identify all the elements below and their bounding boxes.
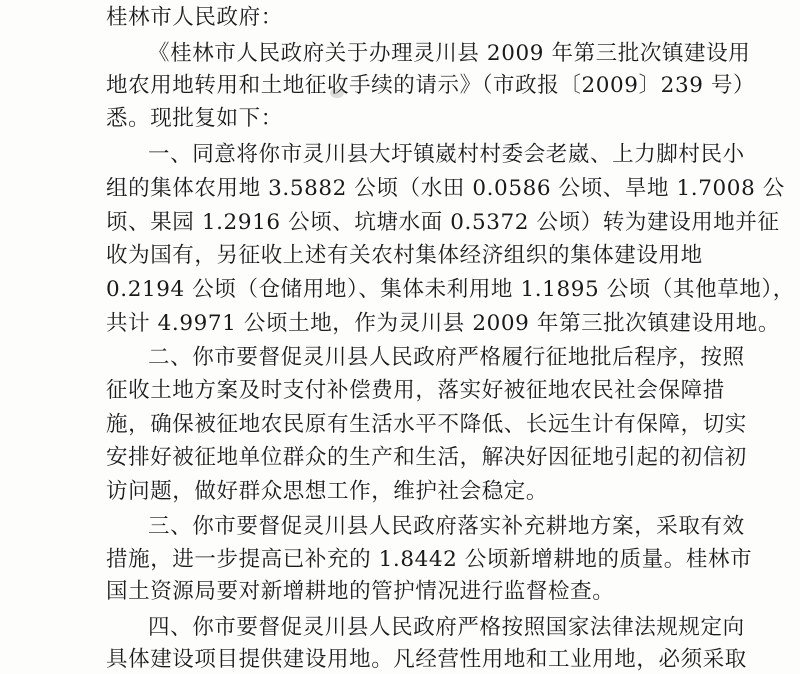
text-line-4: 一、同意将你市灵川县大圩镇崴村村委会老崴、上力脚村民小 xyxy=(148,142,745,167)
text-line-8: 0.2194 公顷（仓储用地）、集体未利用地 1.1895 公顷（其他草地）， xyxy=(106,277,795,302)
text-line-18: 四、你市要督促灵川县人民政府严格按照国家法律法规规定向 xyxy=(148,615,745,640)
text-line-6: 顷、果园 1.2916 公顷、坑塘水面 0.5372 公顷）转为建设用地并征 xyxy=(106,210,780,235)
text-line-17: 国土资源局要对新增耕地的管护情况进行监督检查。 xyxy=(106,579,615,604)
text-line-9: 共计 4.9971 公顷土地，作为灵川县 2009 年第三批次镇建设用地。 xyxy=(106,311,780,336)
text-line-2: 地农用地转用和土地征收手续的请示》（市政报〔2009〕239 号） xyxy=(106,73,756,98)
text-line-13: 安排好被征地单位群众的生产和生活，解决好因征地引起的初信初 xyxy=(106,445,747,470)
text-line-10: 二、你市要督促灵川县人民政府严格履行征地批后程序，按照 xyxy=(148,345,745,370)
text-line-14: 访问题，做好群众思想工作，维护社会稳定。 xyxy=(106,479,549,504)
text-line-15: 三、你市要督促灵川县人民政府落实补充耕地方案，采取有效 xyxy=(148,514,745,539)
text-line-1: 《桂林市人民政府关于办理灵川县 2009 年第三批次镇建设用 xyxy=(148,41,751,66)
text-line-5: 组的集体农用地 3.5882 公顷（水田 0.0586 公顷、旱地 1.7008 公 xyxy=(106,176,785,201)
text-line-11: 征收土地方案及时支付补偿费用，落实好被征地农民社会保障措 xyxy=(106,378,725,403)
text-line-3: 悉。现批复如下： xyxy=(106,106,283,131)
text-line-7: 收为国有，另征收上述有关农村集体经济组织的集体建设用地 xyxy=(106,243,703,268)
text-line-16: 措施，进一步提高已补充的 1.8442 公顷新增耕地的质量。桂林市 xyxy=(106,547,753,572)
addressee: 桂林市人民政府： xyxy=(106,5,283,30)
text-line-12: 施，确保被征地农民原有生活水平不降低、长远生计有保障，切实 xyxy=(106,412,747,437)
text-line-19: 具体建设项目提供建设用地。凡经营性用地和工业用地，必须采取 xyxy=(106,647,747,672)
